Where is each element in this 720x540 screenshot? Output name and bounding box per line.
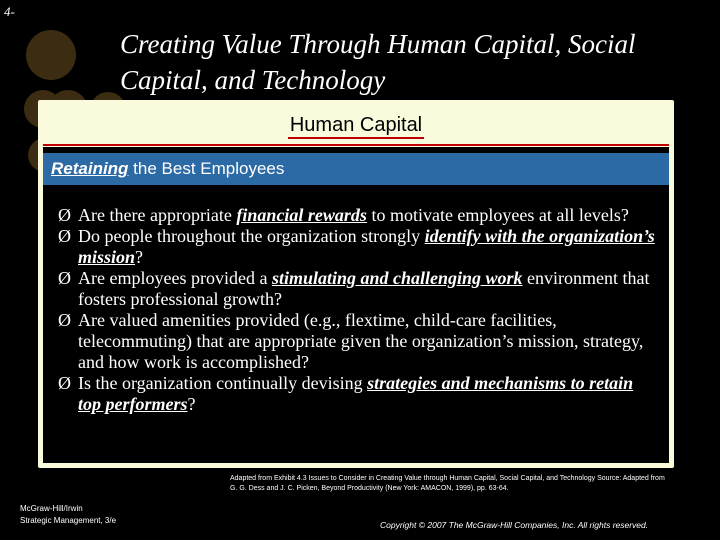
subheader-emphasis: Retaining — [51, 159, 129, 178]
source-note: Adapted from Exhibit 4.3 Issues to Consider in Creating Value through Human Capital, Social Capital, and Technology Source: Adapted from G. G. Dess and J. C. Picken, Beyond Productivity (New York: AMACON, 1999), pp. 63-64. — [230, 475, 665, 492]
bullet-text: Are employees provided a — [78, 268, 272, 288]
bullet-text: ? — [187, 394, 196, 414]
bullet-item — [58, 226, 658, 268]
bullet-list — [58, 205, 658, 415]
publisher-line: Strategic Management, 3/e — [20, 516, 117, 525]
subheader-rest: the Best Employees — [128, 159, 285, 178]
arrow-bullet-icon: Ø — [58, 310, 71, 330]
bullet-emphasis: strategies and mechanisms to retain top performers — [78, 373, 634, 414]
bullet-text: Is the organization continually devising — [78, 373, 368, 393]
subheader-text — [51, 159, 284, 179]
arrow-bullet-icon: Ø — [58, 205, 71, 225]
bullet-emphasis: stimulating and challenging work — [271, 268, 523, 288]
decor-circle — [26, 30, 76, 80]
bullet-text: Do people throughout the organization strongly — [78, 226, 425, 246]
arrow-bullet-icon: Ø — [58, 373, 71, 393]
bullet-text: Are valued amenities provided (e.g., flextime, child-care facilities, telecommuting) that are appropriate given the organization’s mission, strategy, and how work is accomplished? — [78, 310, 644, 372]
header-divider — [43, 144, 669, 146]
bullet-text: to motivate employees at all levels? — [366, 205, 629, 225]
bullet-emphasis: identify with the organization’s mission — [78, 226, 655, 267]
arrow-bullet-icon: Ø — [58, 226, 71, 246]
section-header — [43, 106, 669, 146]
copyright-notice: Copyright © 2007 The McGraw-Hill Companies, Inc. All rights reserved. — [380, 520, 649, 530]
bullet-item — [58, 268, 658, 310]
bullet-text: environment that fosters professional growth? — [78, 268, 650, 309]
publisher-info — [20, 503, 116, 527]
slide-title: Creating Value Through Human Capital, Social Capital, and Technology — [120, 29, 636, 95]
bullet-text: ? — [135, 247, 144, 267]
subheader-bar — [43, 153, 669, 185]
arrow-bullet-icon: Ø — [58, 268, 71, 288]
bullet-item — [58, 205, 658, 226]
bullet-item — [58, 310, 658, 373]
slide-number: 4- — [4, 4, 15, 19]
bullet-item — [58, 373, 658, 415]
section-header-label: Human Capital — [288, 114, 424, 139]
publisher-line: McGraw-Hill/Irwin — [20, 504, 83, 513]
bullet-text: Are there appropriate — [78, 205, 237, 225]
bullet-emphasis: financial rewards — [236, 205, 367, 225]
